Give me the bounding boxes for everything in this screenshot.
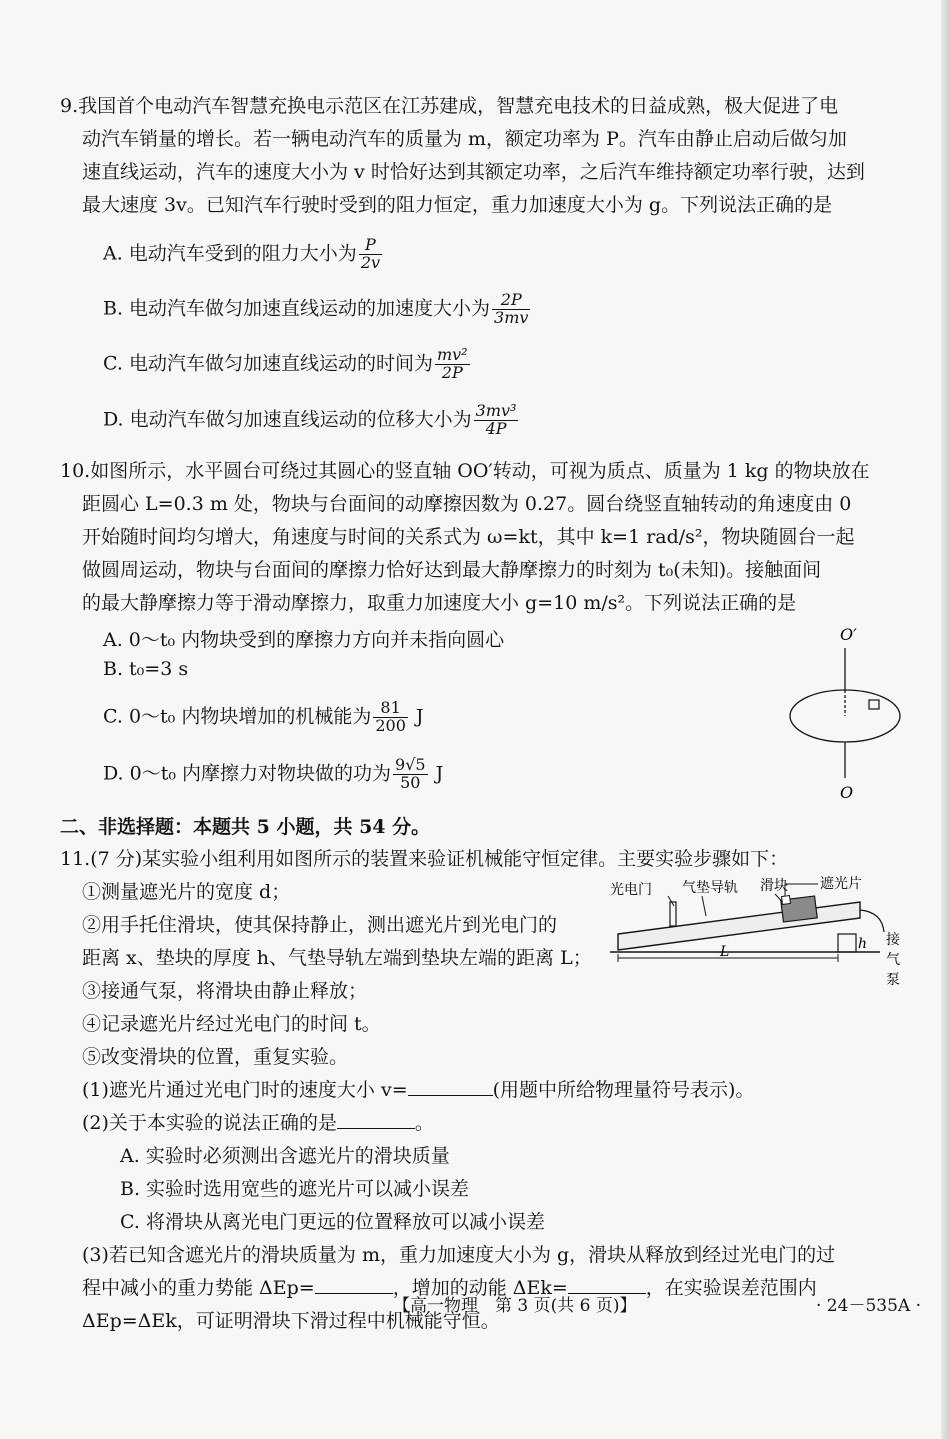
- pump-label-3: 泵: [886, 972, 900, 988]
- block-square: [869, 700, 879, 709]
- shade-label: 遮光片: [820, 876, 862, 892]
- rotating-table-figure: [780, 620, 910, 805]
- q9-option-b: [103, 292, 532, 327]
- q9-option-c: [103, 347, 472, 382]
- part2-text: (2)关于本实验的说法正确的是: [82, 1112, 337, 1134]
- q10-option-a: A. 0～t₀ 内物块受到的摩擦力方向并未指向圆心: [103, 629, 505, 651]
- q9-option-d: [103, 403, 520, 438]
- q9-option-a: [103, 237, 384, 272]
- gate-label: 光电门: [610, 882, 652, 898]
- denominator: 4P: [485, 418, 507, 438]
- denominator: 200: [375, 715, 406, 735]
- gate-pointer: [668, 896, 674, 906]
- question-10-stem: [60, 455, 905, 620]
- numerator: 81: [373, 700, 408, 718]
- air-track-figure: [610, 872, 910, 992]
- part2-suffix: 。: [414, 1112, 434, 1134]
- q11-step: ②用手托住滑块，使其保持静止，测出遮光片到光电门的: [82, 914, 558, 936]
- q10-line: 做圆周运动，物块与台面间的摩擦力恰好达到最大静摩擦力的时刻为 t₀(未知)。接触面间: [82, 559, 822, 581]
- option-text: B. 电动汽车做匀加速直线运动的加速度大小为: [103, 297, 491, 320]
- denominator: 2v: [360, 252, 381, 272]
- unit: J: [435, 762, 444, 785]
- fraction: [373, 700, 408, 735]
- q10-line: 开始随时间均匀增大，角速度与时间的关系式为 ω=kt，其中 k=1 rad/s²，物块随圆台一起: [82, 526, 855, 548]
- option-text: C. 0～t₀ 内物块增加的机械能为: [103, 705, 372, 728]
- option-text: D. 0～t₀ 内摩擦力对物块做的功为: [103, 762, 392, 785]
- axis-bottom-label: O: [840, 783, 854, 802]
- part1-text: (1)遮光片通过光电门时的速度大小 v=: [82, 1079, 408, 1101]
- q11-part2-option: C. 将滑块从离光电门更远的位置释放可以减小误差: [120, 1211, 545, 1233]
- page-edge-shadow: [941, 0, 950, 1439]
- fraction: [393, 757, 428, 792]
- question-9-stem: [60, 90, 905, 222]
- rail-pointer: [702, 896, 706, 916]
- light-shade: [782, 896, 791, 905]
- q9-line: 动汽车销量的增长。若一辆电动汽车的质量为 m，额定功率为 P。汽车由静止启动后做匀加: [82, 128, 847, 150]
- numerator: P: [359, 237, 382, 255]
- q11-step: ④记录遮光片经过光电门的时间 t。: [82, 1013, 381, 1035]
- option-text: C. 电动汽车做匀加速直线运动的时间为: [103, 352, 433, 375]
- fraction: [435, 347, 470, 382]
- q11-step: 距离 x、垫块的厚度 h、气垫导轨左端到垫块左端的距离 L；: [82, 947, 592, 969]
- q11-part2-option: B. 实验时选用宽些的遮光片可以减小误差: [120, 1178, 470, 1200]
- rail-label: 气垫导轨: [682, 880, 738, 896]
- q9-line: 最大速度 3v。已知汽车行驶时受到的阻力恒定，重力加速度大小为 g。下列说法正确的是: [82, 194, 833, 216]
- q9-line: 速直线运动，汽车的速度大小为 v 时恰好达到其额定功率，之后汽车维持额定功率行驶，达到: [82, 161, 865, 183]
- pump-label-1: 接: [886, 932, 900, 948]
- answer-blank[interactable]: [408, 1077, 493, 1096]
- fraction: [492, 292, 530, 327]
- air-hose: [860, 910, 884, 932]
- part3-text: ，在实验误差范围内: [645, 1277, 817, 1299]
- q11-part1: [60, 1074, 905, 1107]
- denominator: 3mv: [494, 307, 529, 327]
- section-2-heading: 二、非选择题：本题共 5 小题，共 54 分。: [60, 816, 431, 838]
- q11-part3-line: (3)若已知含遮光片的滑块质量为 m，重力加速度大小为 g，滑块从释放到经过光电门的过: [82, 1244, 836, 1266]
- numerator: mv²: [436, 345, 468, 364]
- q11-step: ⑤改变滑块的位置，重复实验。: [82, 1046, 349, 1068]
- q10-line: 的最大静摩擦力等于滑动摩擦力，取重力加速度大小 g=10 m/s²。下列说法正确的是: [82, 592, 797, 614]
- unit: J: [415, 705, 424, 728]
- L-label: L: [720, 944, 730, 960]
- h-label: h: [858, 936, 868, 952]
- q11-part2-option: A. 实验时必须测出含遮光片的滑块质量: [120, 1145, 450, 1167]
- photogate: [670, 902, 676, 926]
- axis-top-label: O′: [840, 625, 857, 644]
- option-text: D. 电动汽车做匀加速直线运动的位移大小为: [103, 408, 472, 431]
- fraction: [474, 403, 519, 438]
- q11-step: ①测量遮光片的宽度 d；: [82, 881, 291, 903]
- numerator: 2P: [492, 292, 530, 310]
- numerator: 9√5: [395, 755, 426, 774]
- part1-suffix: (用题中所给物理量符号表示)。: [492, 1079, 755, 1101]
- q9-line: 9.我国首个电动汽车智慧充换电示范区在江苏建成，智慧充电技术的日益成熟，极大促进了电: [60, 95, 839, 117]
- fraction: [359, 237, 382, 272]
- q10-option-d: [103, 757, 443, 792]
- q10-line: 距圆心 L=0.3 m 处，物块与台面间的动摩擦因数为 0.27。圆台绕竖直轴转动的角速度由 0: [82, 493, 852, 515]
- q11-step: ③接通气泵，将滑块由静止释放；: [82, 980, 368, 1002]
- pump-label-2: 气: [886, 952, 900, 968]
- slider-label: 滑块: [760, 878, 788, 894]
- denominator: 2P: [441, 362, 463, 382]
- part3-text: 程中减小的重力势能 ΔEp=: [82, 1277, 315, 1299]
- q10-option-c: [103, 700, 424, 735]
- q11-stem: 11.(7 分)某实验小组利用如图所示的装置来验证机械能守恒定律。主要实验步骤如下：: [60, 848, 789, 870]
- numerator: 3mv³: [475, 401, 517, 420]
- answer-blank[interactable]: [315, 1275, 393, 1294]
- footer-title: 【高一物理 第 3 页(共 6 页)】: [393, 1296, 637, 1316]
- footer-code: · 24－535A ·: [816, 1296, 921, 1316]
- q11-part3-line: ΔEp=ΔEk，可证明滑块下滑过程中机械能守恒。: [82, 1310, 500, 1332]
- answer-blank[interactable]: [337, 1110, 415, 1129]
- q10-line: 10.如图所示，水平圆台可绕过其圆心的竖直轴 OO′转动，可视为质点、质量为 1 kg 的物块放在: [60, 460, 870, 482]
- part3-text: ，增加的动能 ΔEk=: [392, 1277, 568, 1299]
- air-track-rail: [618, 902, 860, 950]
- q10-option-b: B. t₀=3 s: [103, 658, 189, 680]
- spacer-block: [838, 934, 856, 952]
- q11-part2: [60, 1107, 905, 1140]
- option-text: A. 电动汽车受到的阻力大小为: [103, 242, 357, 265]
- denominator: 50: [400, 772, 421, 792]
